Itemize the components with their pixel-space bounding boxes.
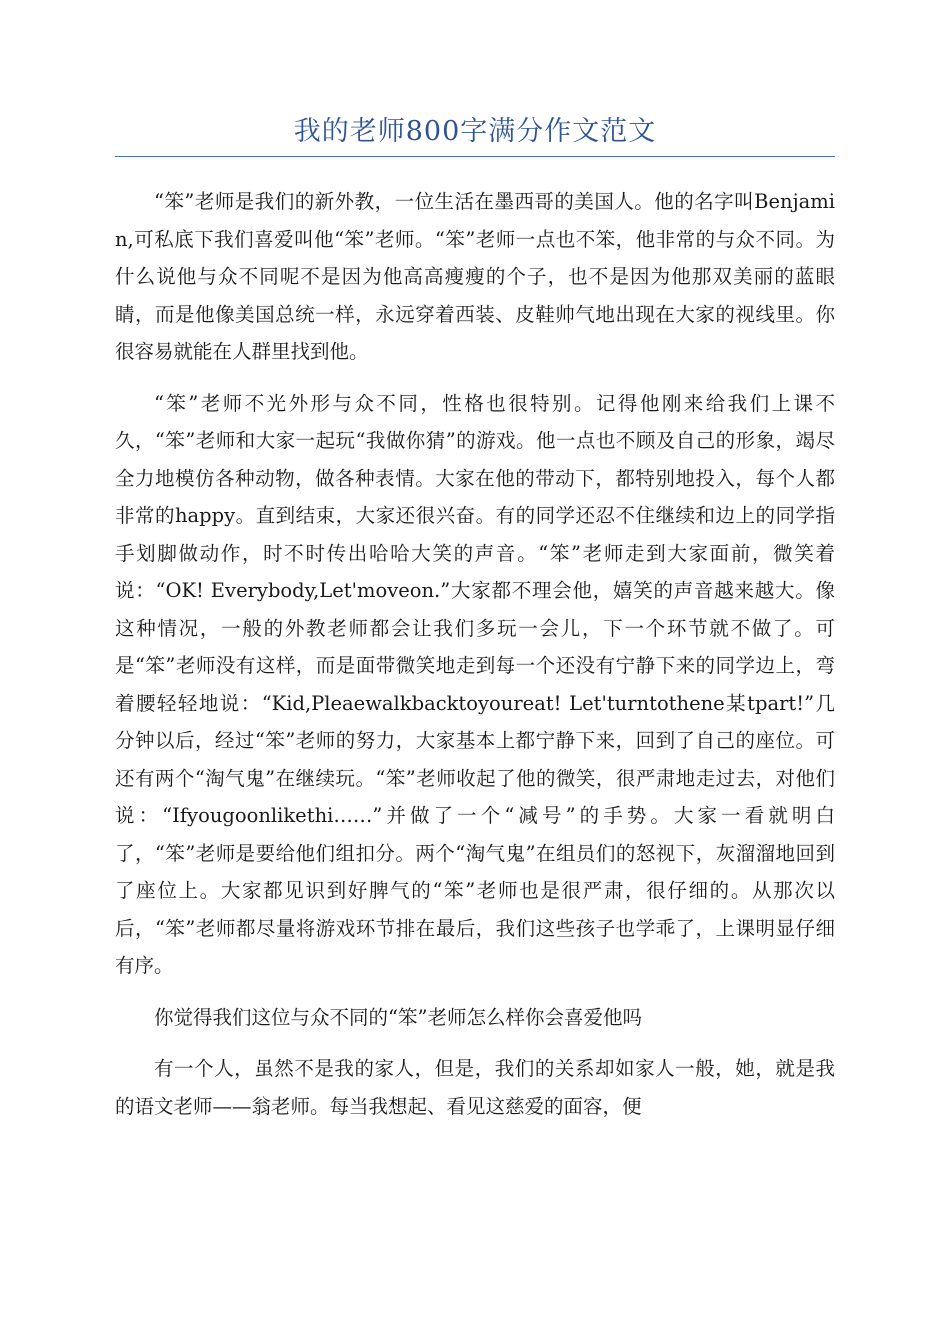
document-page xyxy=(115,0,835,1139)
document-body xyxy=(115,183,835,1125)
paragraph-2: “笨”老师不光外形与众不同，性格也很特别。记得他刚来给我们上课不久，“笨”老师和大家一起玩“我做你猜”的游戏。他一点也不顾及自己的形象，竭尽全力地模仿各种动物，做各种表情。大家在他的带动下，都特别地投入，每个人都非常的happy。直到结束，大家还很兴奋。有的同学还忍不住继续和边上的同学指手划脚做动作，时不时传出哈哈大笑的声音。“笨”老师走到大家面前，微笑着说：“OK! Everybody,Let'moveon.”大家都不理会他，嬉笑的声音越来越大。像这种情况，一般的外教老师都会让我们多玩一会儿，下一个环节就不做了。可是“笨”老师没有这样，而是面带微笑地走到每一个还没有宁静下来的同学边上，弯着腰轻轻地说：“Kid,Pleaewalkbacktoyoureat! Let'turntothene某tpart!”几分钟以后，经过“笨”老师的努力，大家基本上都宁静下来，回到了自己的座位。可还有两个“淘气鬼”在继续玩。“笨”老师收起了他的微笑，很严肃地走过去，对他们说：“Ifyougoonlikethi……”并做了一个“减号”的手势。大家一看就明白了，“笨”老师是要给他们组扣分。两个“淘气鬼”在组员们的怒视下，灰溜溜地回到了座位上。大家都见识到好脾气的“笨”老师也是很严肃，很仔细的。从那次以后，“笨”老师都尽量将游戏环节排在最后，我们这些孩子也学乖了，上课明显仔细有序。 xyxy=(115,391,835,977)
paragraph-3: 你觉得我们这位与众不同的“笨”老师怎么样你会喜爱他吗 xyxy=(154,1005,642,1029)
paragraph-1: “笨”老师是我们的新外教，一位生活在墨西哥的美国人。他的名字叫Benjamin,可私底下我们喜爱叫他“笨”老师。“笨”老师一点也不笨，他非常的与众不同。为什么说他与众不同呢不是因为他高高瘦瘦的个子，也不是因为他那双美丽的蓝眼睛，而是他像美国总统一样，永远穿着西装、皮鞋帅气地出现在大家的视线里。你很容易就能在人群里找到他。 xyxy=(115,190,835,363)
title-divider xyxy=(115,156,835,157)
document-title: 我的老师800字满分作文范文 xyxy=(293,116,657,147)
paragraph-4: 有一个人，虽然不是我的家人，但是，我们的关系却如家人一般，她，就是我的语文老师——翁老师。每当我想起、看见这慈爱的面容，便 xyxy=(115,1057,835,1118)
